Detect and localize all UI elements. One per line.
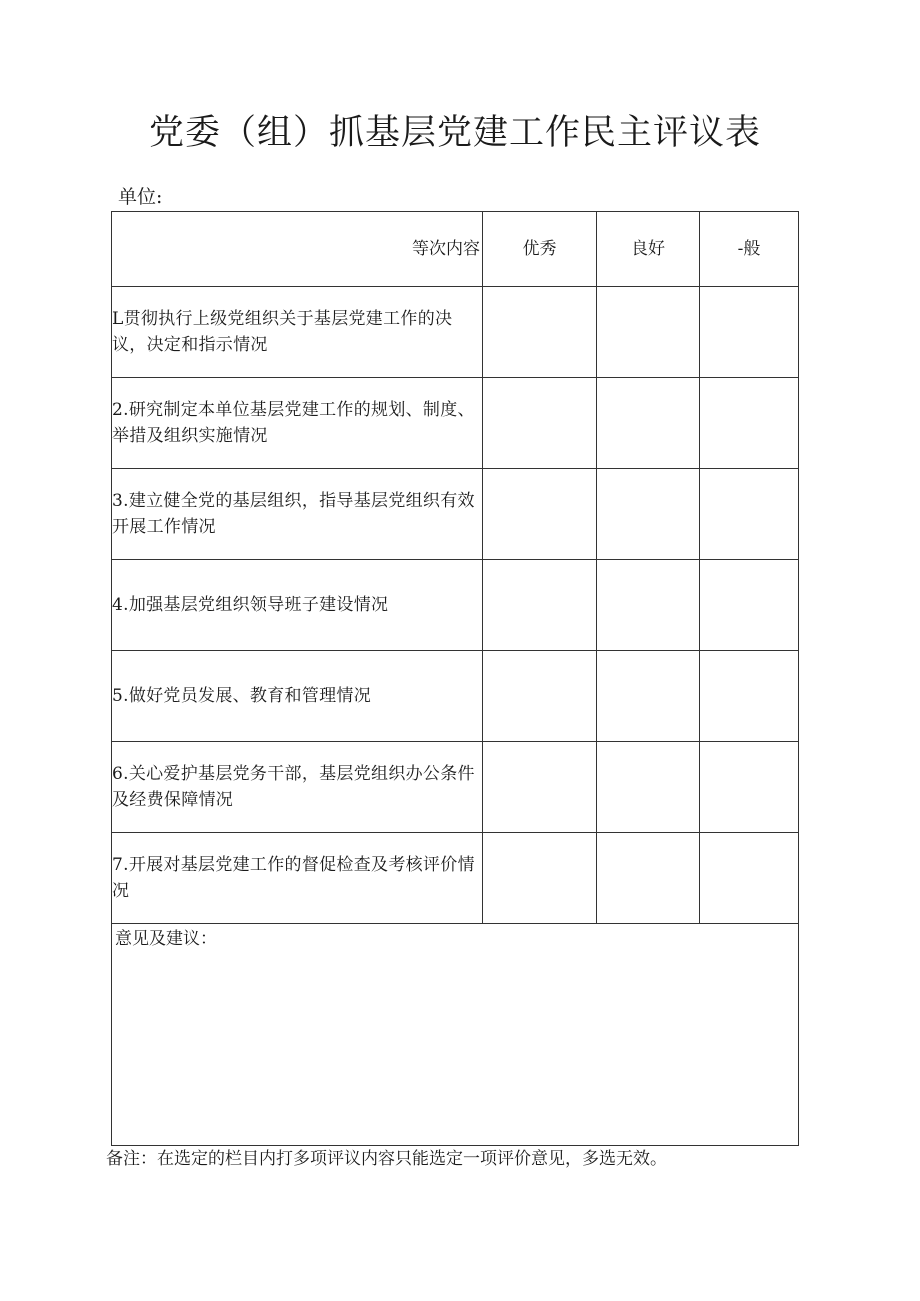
- item-3-good-cell[interactable]: [597, 469, 700, 560]
- footnote: 备注：在选定的栏目内打多项评议内容只能选定一项评价意见，多选无效。: [106, 1149, 667, 1169]
- item-6-average-cell[interactable]: [700, 742, 799, 833]
- item-5-text: 5.做好党员发展、教育和管理情况: [112, 651, 483, 742]
- item-6-good-cell[interactable]: [597, 742, 700, 833]
- grade-header-average: -般: [700, 212, 799, 287]
- table-header-row: [112, 212, 799, 287]
- item-3-excellent-cell[interactable]: [483, 469, 597, 560]
- item-3-average-cell[interactable]: [700, 469, 799, 560]
- item-2-average-cell[interactable]: [700, 378, 799, 469]
- table-row: [112, 833, 799, 924]
- item-1-average-cell[interactable]: [700, 287, 799, 378]
- item-2-excellent-cell[interactable]: [483, 378, 597, 469]
- item-7-text: 7.开展对基层党建工作的督促检查及考核评价情况: [112, 833, 483, 924]
- item-7-excellent-cell[interactable]: [483, 833, 597, 924]
- corner-header: 等次内容: [112, 212, 483, 287]
- table-row: [112, 560, 799, 651]
- opinion-field[interactable]: [112, 924, 799, 1146]
- item-2-good-cell[interactable]: [597, 378, 700, 469]
- table-row: [112, 651, 799, 742]
- item-4-excellent-cell[interactable]: [483, 560, 597, 651]
- evaluation-table: [111, 211, 799, 1146]
- item-5-average-cell[interactable]: [700, 651, 799, 742]
- item-2-text: 2.研究制定本单位基层党建工作的规划、制度、举措及组织实施情况: [112, 378, 483, 469]
- item-7-average-cell[interactable]: [700, 833, 799, 924]
- opinion-row: [112, 924, 799, 1146]
- item-4-text: 4.加强基层党组织领导班子建设情况: [112, 560, 483, 651]
- item-1-good-cell[interactable]: [597, 287, 700, 378]
- item-6-excellent-cell[interactable]: [483, 742, 597, 833]
- item-4-good-cell[interactable]: [597, 560, 700, 651]
- item-5-good-cell[interactable]: [597, 651, 700, 742]
- opinion-label: 意见及建议：: [115, 929, 217, 949]
- item-6-text: 6.关心爱护基层党务干部，基层党组织办公条件及经费保障情况: [112, 742, 483, 833]
- item-7-good-cell[interactable]: [597, 833, 700, 924]
- grade-header-good: 良好: [597, 212, 700, 287]
- form-title: 党委（组）抓基层党建工作民主评议表: [148, 113, 761, 153]
- table-row: [112, 469, 799, 560]
- table-row: [112, 378, 799, 469]
- item-1-excellent-cell[interactable]: [483, 287, 597, 378]
- item-3-text: 3.建立健全党的基层组织，指导基层党组织有效开展工作情况: [112, 469, 483, 560]
- item-5-excellent-cell[interactable]: [483, 651, 597, 742]
- item-1-text: L贯彻执行上级党组织关于基层党建工作的决议，决定和指示情况: [112, 287, 483, 378]
- table-row: [112, 287, 799, 378]
- grade-header-excellent: 优秀: [483, 212, 597, 287]
- unit-label: 单位:: [118, 186, 163, 208]
- table-row: [112, 742, 799, 833]
- item-4-average-cell[interactable]: [700, 560, 799, 651]
